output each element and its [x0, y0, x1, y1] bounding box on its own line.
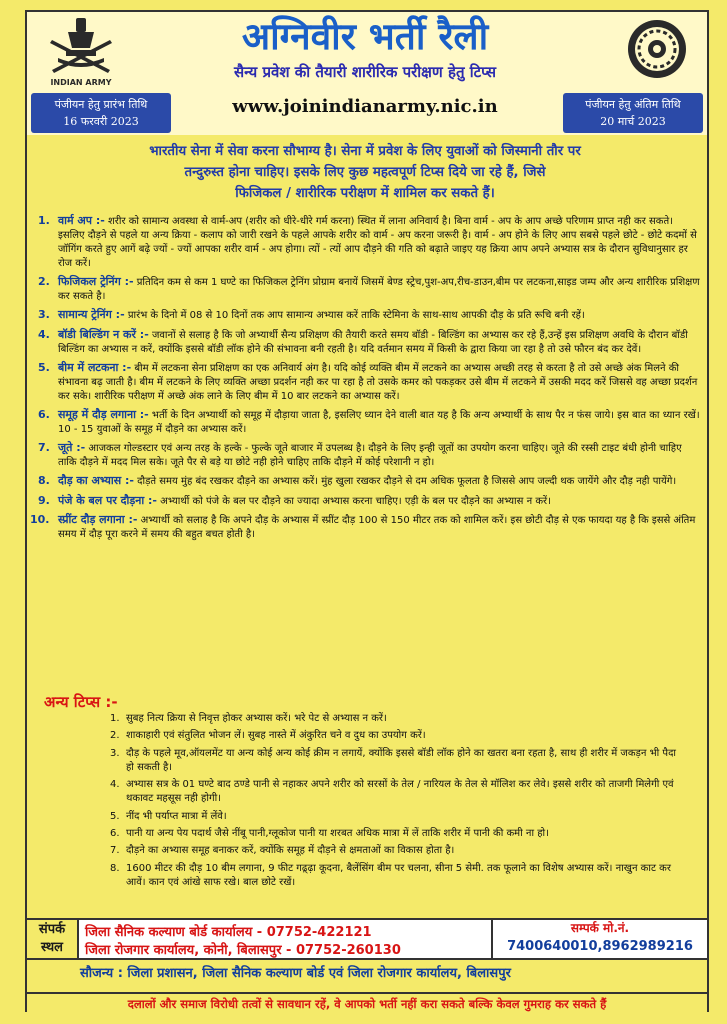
- tip-item: [36, 408, 700, 437]
- other-tip-number: 6.: [110, 827, 120, 839]
- intro-line: भारतीय सेना में सेवा करना सौभाग्य है। सेना में प्रवेश के लिए युवाओं को जिस्मानी तौर पर: [149, 144, 581, 159]
- start-date-label: पंजीयन हेतु प्रारंभ तिथि: [54, 98, 148, 111]
- other-tip-text: 1600 मीटर की दौड़ 10 बीम लगाना, 9 फीट गढ़्ढ़ा कूदना, बैलेंसिंग बीम पर चलना, सीना 5 सेमी. तक फूलाने का विशेष अभ्यास करें। नाखुन काट कर आवें। कान एवं आंखे साफ रखे। बाल छोटे रखें।: [126, 862, 671, 888]
- tip-item: [36, 275, 700, 304]
- training-tips-list: [30, 214, 700, 546]
- tip-item: [30, 512, 700, 542]
- intro-paragraph: [40, 141, 690, 204]
- mobile-label: सम्पर्क मो.नं.: [570, 921, 630, 935]
- office-name: जिला रोजगार कार्यालय, कोनी, बिलासपुर -: [85, 943, 296, 958]
- tip-item: [36, 474, 700, 489]
- start-date-value: 16 फरवरी 2023: [63, 115, 139, 128]
- poster-title: अग्निवीर भर्ती रैली: [241, 14, 489, 58]
- tip-item: [36, 494, 700, 509]
- tip-heading: पंजे के बल पर दौड़ना :-: [58, 493, 157, 507]
- tip-heading: वार्म अप :-: [58, 214, 105, 227]
- tip-text: प्रारंभ के दिनो में 08 से 10 दिनों तक आप सामान्य अभ्यास करें ताकि स्टेमिना के साथ-साथ आपकी दौड़ के प्रति रूचि बनी रहें।: [124, 310, 585, 322]
- website-url[interactable]: www.joinindianarmy.nic.in: [232, 96, 498, 117]
- contact-label: [27, 920, 79, 958]
- other-tip-item: [110, 729, 685, 743]
- office-phone[interactable]: 07752-260130: [295, 943, 401, 958]
- other-tip-item: [110, 827, 685, 841]
- tip-number: 6.: [38, 407, 50, 421]
- tip-heading: स्प्रींट दौड़ लगाना :-: [58, 512, 138, 526]
- other-tip-item: [110, 712, 685, 726]
- other-tips-list: [110, 712, 685, 893]
- indian-army-emblem-icon: [38, 14, 124, 90]
- tip-number: 10.: [30, 512, 50, 526]
- registration-start-box: [31, 93, 171, 133]
- tip-item: [36, 361, 700, 404]
- other-tip-text: दौड़ के पहले मूव,ऑयलमेंट या अन्य कोई अन्य कोई क्रीम न लगायें, क्योंकि इससे बॉडी लॉक होने का खतरा बना रहता है, साथ ही शरीर में जकड़न भी पैदा हो सकती है।: [126, 747, 676, 773]
- tip-heading: सामान्य ट्रेनिंग :-: [58, 308, 125, 322]
- tip-item: [36, 441, 700, 470]
- intro-line: फिजिकल / शारीरिक परीक्षण में शामिल कर सकते हैं।: [235, 186, 495, 201]
- tip-text: दौड़ते समय मुंह बंद रखकर दौड़ने का अभ्यास करें। मुंह खुला रखकर दौड़ने से दम अधिक फूलता है जिससे आप जल्दी थक जायेंगे और दौड़ नही पायेंगे।: [133, 476, 677, 488]
- contact-office-1: [85, 922, 372, 940]
- tip-text: अभ्यार्थी को सलाह है कि अपने दौड़ के अभ्यास में स्प्रींट दौड़ 100 से 150 मीटर तक को शामिल करें। इस छोटी दौड़ से एक फायदा यह है कि इससे अंतिम समय में दौड़ पूरा करने में समय की बहुत बचत होती है।: [58, 514, 696, 540]
- intro-line: तन्दुरुस्त होना चाहिए। इसके लिए कुछ महत्वपूर्ण टिप्स दिये जा रहे हैं, जिसे: [184, 165, 546, 180]
- contact-section: [27, 918, 707, 960]
- mobile-numbers[interactable]: 7400640010,8962989216: [507, 939, 693, 954]
- poster-header: [27, 12, 707, 135]
- tip-heading: बॉडी बिल्डिंग न करें :-: [58, 327, 149, 341]
- tip-item: [36, 214, 700, 271]
- other-tip-item: [110, 862, 685, 890]
- courtesy-line: सौजन्य : जिला प्रशासन, जिला सैनिक कल्याण बोर्ड एवं जिला रोजगार कार्यालय, बिलासपुर: [80, 966, 511, 981]
- other-tip-item: [110, 778, 685, 806]
- other-tip-number: 5.: [110, 810, 120, 822]
- tip-text: जवानों से सलाह है कि जो अभ्यार्थी सैन्य प्रशिक्षण की तैयारी करते समय बॉडी - बिल्डिंग का अभ्यास कर रहे हैं,उन्हें इस प्रशिक्षण अवधि के दौरान बॉडी बिल्डिंग का अभ्यास न करें, क्योंकि इससे बॉडी लॉक होने की संभावना बनी रहती है। यदि वर्तमान समय में किसी के द्वारा किया जा रहा है तो उसे फौरन बंद कर देवें।: [58, 329, 688, 355]
- other-tip-text: दौड़ने का अभ्यास समूह बनाकर करें, क्योंकि समूह में दौड़ने से क्षमताओं का विकास होता है।: [126, 845, 455, 857]
- other-tip-text: अभ्यास सत्र के 01 घण्टे बाद ठण्डे पानी से नहाकर अपने शरीर को सरसों के तेल / नारियल के तेल से मॉलिश कर लेवे। इससे शरीर को ताजगी मिलेगी एवं थकावट महसूस नही होगी।: [126, 779, 674, 805]
- poster-subtitle: सैन्य प्रवेश की तैयारी शारीरिक परीक्षण हेतु टिप्स: [233, 63, 497, 81]
- other-tip-text: नींद भी पर्याप्त मात्रा में लेंवे।: [126, 810, 227, 822]
- tip-text: आजकल गोल्डस्टार एवं अन्य तरह के हल्के - फुल्के जूते बाजार में उपलब्ध है। दौड़ने के लिए इन्ही जूतों का उपयोग करना चाहिए। जूते की रस्सी टाइट बंधी होनी चाहिए ताकि दौड़ने में मदद मिल सके। जूते पैर से बड़े या छोटे नही होने चाहिए ताकि दौड़ने में कोई परेशानी न हो।: [58, 443, 682, 469]
- office-phone[interactable]: 07752-422121: [266, 925, 372, 940]
- gear-emblem-icon: [626, 18, 688, 80]
- other-tip-number: 1.: [110, 713, 120, 724]
- other-tips-heading: अन्य टिप्स :-: [44, 693, 118, 711]
- tip-number: 8.: [38, 474, 50, 488]
- tip-heading: जूते :-: [58, 441, 86, 455]
- tip-number: 3.: [38, 308, 50, 322]
- tip-text: बीम में लटकना सेना प्रशिक्षण का एक अनिवार्य अंग है। यदि कोई व्यक्ति बीम में लटकने का अभ्यास अच्छी तरह से करता है तो उसे अच्छे अंक मिलने की संभावना बढ़ जाती है। बीम में लटकने के लिए व्यक्ति अच्छा प्रदर्शन नही कर पा रहा है तो उसके कमर को पकड़कर उसे बीम में लटकने में उसकी मदद करें जिससे वह अच्छा प्रदर्शन कर सके। शारीरिक परीक्षण में अच्छे अंक लाने के लिए बीम में 10 बार लटकने का अभ्यास करें।: [58, 362, 698, 402]
- tip-number: 5.: [38, 360, 50, 374]
- tip-number: 2.: [38, 275, 50, 289]
- office-name: जिला सैनिक कल्याण बोर्ड कार्यालय -: [85, 925, 267, 940]
- other-tip-item: [110, 844, 685, 858]
- registration-end-box: [563, 93, 703, 133]
- army-logo-text: INDIAN ARMY: [50, 78, 112, 87]
- other-tip-number: 3.: [110, 747, 120, 759]
- other-tip-text: सुबह नित्य क्रिया से निवृत्त होकर अभ्यास करें। भरे पेट से अभ्यास न करें।: [126, 713, 387, 724]
- other-tip-item: [110, 747, 685, 775]
- tip-item: [36, 328, 700, 357]
- other-tip-number: 4.: [110, 779, 120, 791]
- contact-label-line: स्थल: [41, 940, 63, 955]
- end-date-label: पंजीयन हेतु अंतिम तिथि: [585, 98, 681, 111]
- tip-heading: फिजिकल ट्रेनिंग :-: [58, 275, 134, 289]
- other-tip-text: पानी या अन्य पेय पदार्थ जैसे नींबू पानी,ग्लूकोज पानी या शरबत अधिक मात्रा में लें ताकि शरीर में पानी की कमी ना हो।: [126, 827, 549, 839]
- tip-heading: समूह में दौड़ लगाना :-: [58, 407, 149, 421]
- tip-number: 4.: [38, 327, 50, 341]
- tip-text: शरीर को सामान्य अवस्था से वार्म-अप (शरीर को धीरे-धीरे गर्म करना) स्थित में लाना अनिवार्य है। बिना वार्म - अप के आप अच्छे परिणाम प्राप्त नही कर सकते। इसलिए दौड़ने से पहले या अन्य क्रिया - कलाप को जारी रखने के पहले आपके शरीर को वार्म - अप करना जरूरी है। वार्म - अप होने के लिए आप सबसे पहले छोटे - छोटे कदमों से जॉगिंग करते हुए आगें बढ़े ज्यों - ज्यों आपका शरीर वार्म - अप होगा। त्यों - त्यों आप दौड़ने की गति को बढ़ाते जाइए यह क्रिया आप अपने अभ्यास सत्र के दौरान सुविधानुसार हर रोज करें।: [58, 216, 697, 269]
- other-tip-text: शाकाहारी एवं संतुलित भोजन लें। सुबह नास्ते में अंकुरित चने व दुध का उपयोग करें।: [126, 730, 426, 742]
- other-tip-number: 7.: [110, 845, 120, 857]
- tip-text: अभ्यार्थी को पंजे के बल पर दौड़ने का ज्यादा अभ्यास करना चाहिए। एड़ी के बल पर दौड़ने का अभ्यास न करें।: [157, 495, 551, 507]
- tip-number: 9.: [38, 493, 50, 507]
- other-tip-item: [110, 810, 685, 824]
- tip-text: भर्ती के दिन अभ्यार्थी को समूह में दौड़ाया जाता है, इसलिए ध्यान देने वाली बात यह है कि अन्य अभ्यार्थी के साथ पैर न फंस जाये। इस बात का ध्यान रखें। 10 - 15 युवाओं के समूह में दौड़ने का अभ्यास करें।: [58, 409, 700, 435]
- warning-footer: दलालों और समाज विरोधी तत्वों से सावधान रहें, वे आपको भर्ती नहीं करा सकते बल्कि केवल गुमराह कर सकते हैं: [27, 992, 707, 1012]
- tip-heading: दौड़ का अभ्यास :-: [58, 474, 134, 488]
- tip-number: 7.: [38, 441, 50, 455]
- other-tip-number: 2.: [110, 730, 120, 742]
- other-tip-number: 8.: [110, 862, 120, 874]
- contact-label-line: संपर्क: [38, 922, 66, 937]
- tip-text: प्रतिदिन कम से कम 1 घण्टे का फिजिकल ट्रेनिंग प्रोग्राम बनायें जिसमें बेण्ड स्ट्रेच,पुश-अप,रीच-डाउन,बीम पर लटकना,साइड जम्प और अन्य शारीरिक प्रशिक्षण कर सकते है।: [58, 277, 700, 303]
- tip-number: 1.: [38, 214, 50, 227]
- tip-item: [36, 308, 700, 323]
- end-date-value: 20 मार्च 2023: [600, 115, 666, 128]
- contact-office-2: [85, 940, 401, 958]
- mobile-contact-box: [491, 920, 707, 958]
- tip-heading: बीम में लटकना :-: [58, 360, 132, 374]
